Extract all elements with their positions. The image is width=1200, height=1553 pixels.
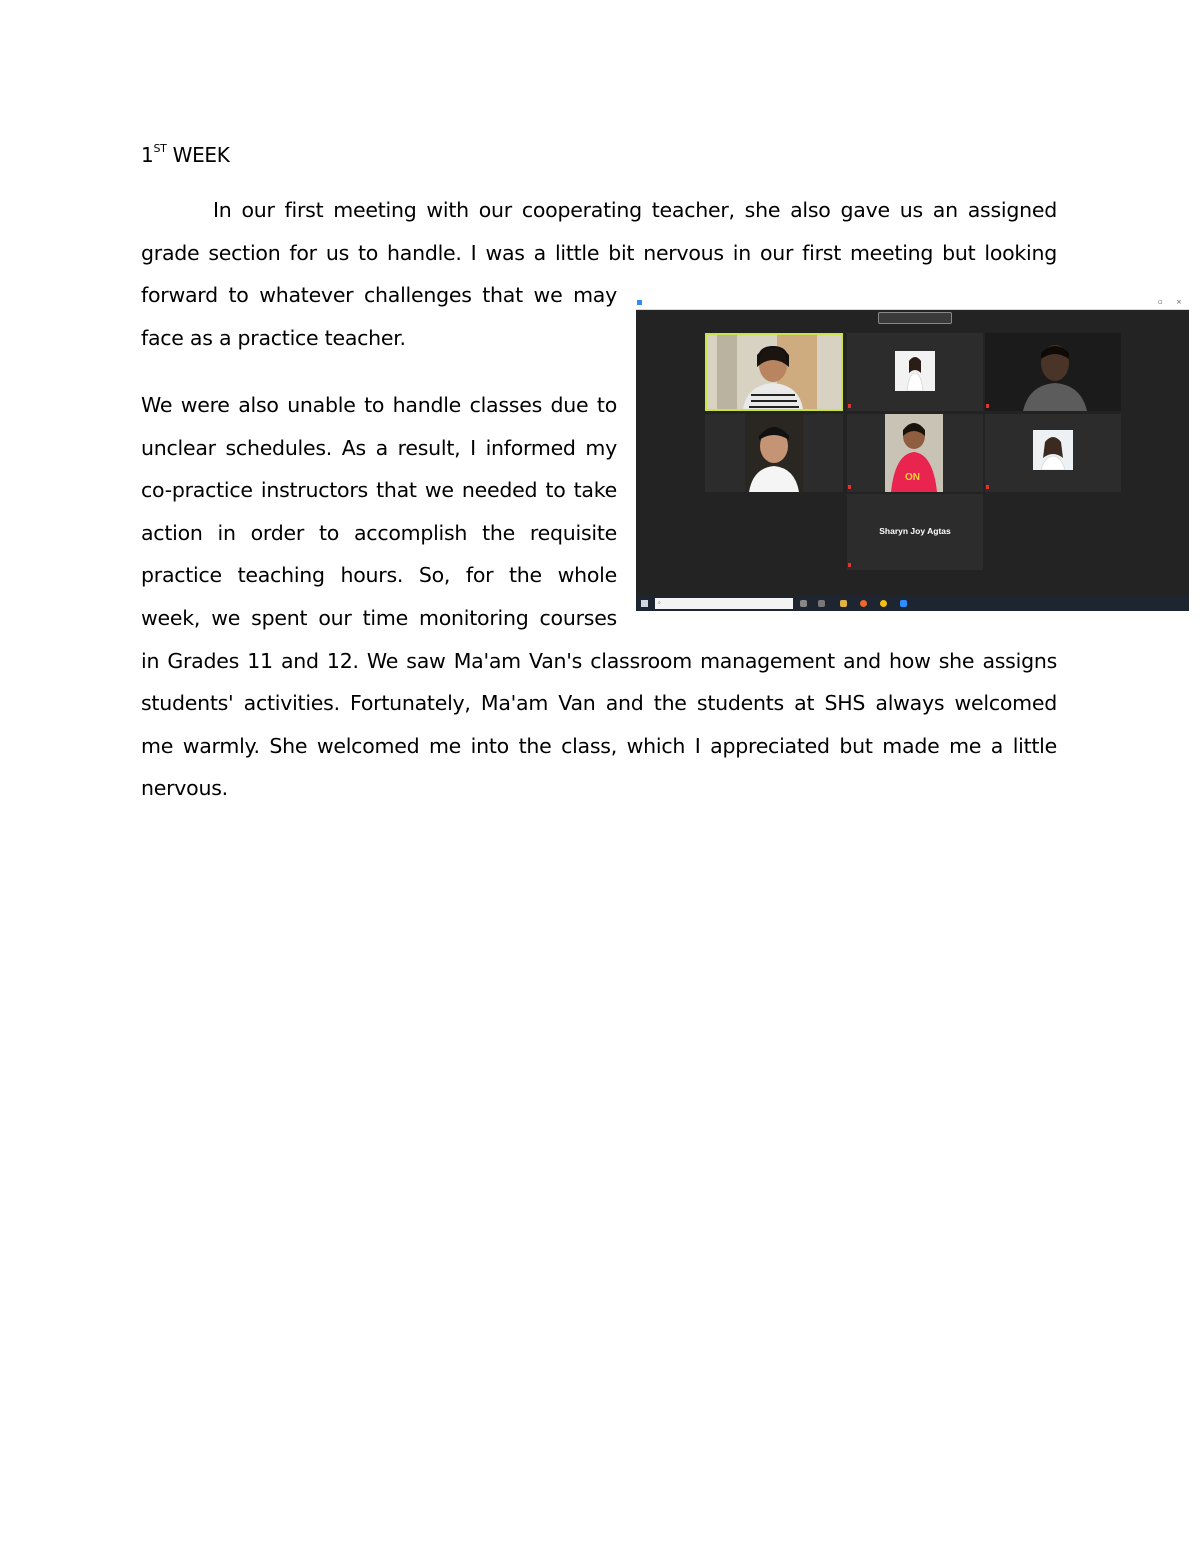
muted-mic-icon <box>986 485 989 489</box>
widget-icon <box>818 600 825 607</box>
participant-video <box>985 333 1121 411</box>
participant-tile <box>705 414 843 492</box>
heading-ordinal: ST <box>153 142 167 156</box>
muted-mic-icon <box>986 404 989 408</box>
participant-photo <box>895 351 935 391</box>
firefox-icon <box>860 600 867 607</box>
minimize-icon: ▫ <box>1158 298 1163 306</box>
folder-icon <box>840 600 847 607</box>
muted-mic-icon <box>848 404 851 408</box>
paragraph-line: me warmly. She welcomed me into the class, which I appreciated but made me a little <box>141 733 1057 758</box>
search-icon: ⌕ <box>658 600 661 606</box>
taskbar-search-box <box>655 598 793 609</box>
task-view-icon <box>800 600 807 607</box>
paragraph-line: We were also unable to handle classes due to <box>141 393 617 417</box>
participant-photo <box>1033 430 1073 470</box>
participant-display-name: Sharyn Joy Agtas <box>879 526 951 536</box>
muted-mic-icon <box>848 485 851 489</box>
meeting-info-bar <box>878 312 952 324</box>
paragraph-line: practice teaching hours. So, for the whole <box>141 563 617 588</box>
windows-start-icon <box>641 600 648 607</box>
zoom-icon <box>900 600 907 607</box>
participant-tile <box>985 333 1121 411</box>
participant-tile <box>985 414 1121 492</box>
paragraph-line: in Grades 11 and 12. We saw Ma'am Van's classroom management and how she assigns <box>141 648 1057 673</box>
paragraph-line: unclear schedules. As a result, I informed my <box>141 435 617 460</box>
chrome-icon <box>880 600 887 607</box>
paragraph-line: students' activities. Fortunately, Ma'am Van and the students at SHS always welcomed <box>141 691 1057 716</box>
paragraph-line: grade section for us to handle. I was a little bit nervous in our first meeting but looking <box>141 240 1057 265</box>
windows-taskbar <box>636 596 1189 611</box>
svg-text:ON: ON <box>905 472 920 483</box>
video-meeting-screenshot <box>636 297 1189 611</box>
paragraph-line: action in order to accomplish the requisite <box>141 520 617 545</box>
muted-mic-icon <box>848 563 851 567</box>
paragraph-line: nervous. <box>141 776 228 801</box>
paragraph-line: co-practice instructors that we needed to take <box>141 478 617 503</box>
heading-number: 1 <box>141 143 154 167</box>
participant-tile <box>847 333 983 411</box>
close-icon: × <box>1176 298 1182 306</box>
section-heading <box>141 143 230 167</box>
paragraph-line: face as a practice teacher. <box>141 325 406 350</box>
app-icon <box>637 300 642 305</box>
participant-video <box>707 335 841 409</box>
participant-video <box>885 414 943 492</box>
window-titlebar <box>636 297 1189 310</box>
paragraph-line: In our first meeting with our cooperating teacher, she also gave us an assigned <box>213 198 1057 222</box>
participant-video <box>745 414 803 492</box>
participant-tile-no-video <box>847 494 983 570</box>
paragraph-line: forward to whatever challenges that we may <box>141 283 617 308</box>
participant-tile <box>847 414 983 492</box>
heading-text: WEEK <box>166 143 230 167</box>
participant-tile-active-speaker <box>705 333 843 411</box>
paragraph-line: week, we spent our time monitoring courses <box>141 605 617 630</box>
